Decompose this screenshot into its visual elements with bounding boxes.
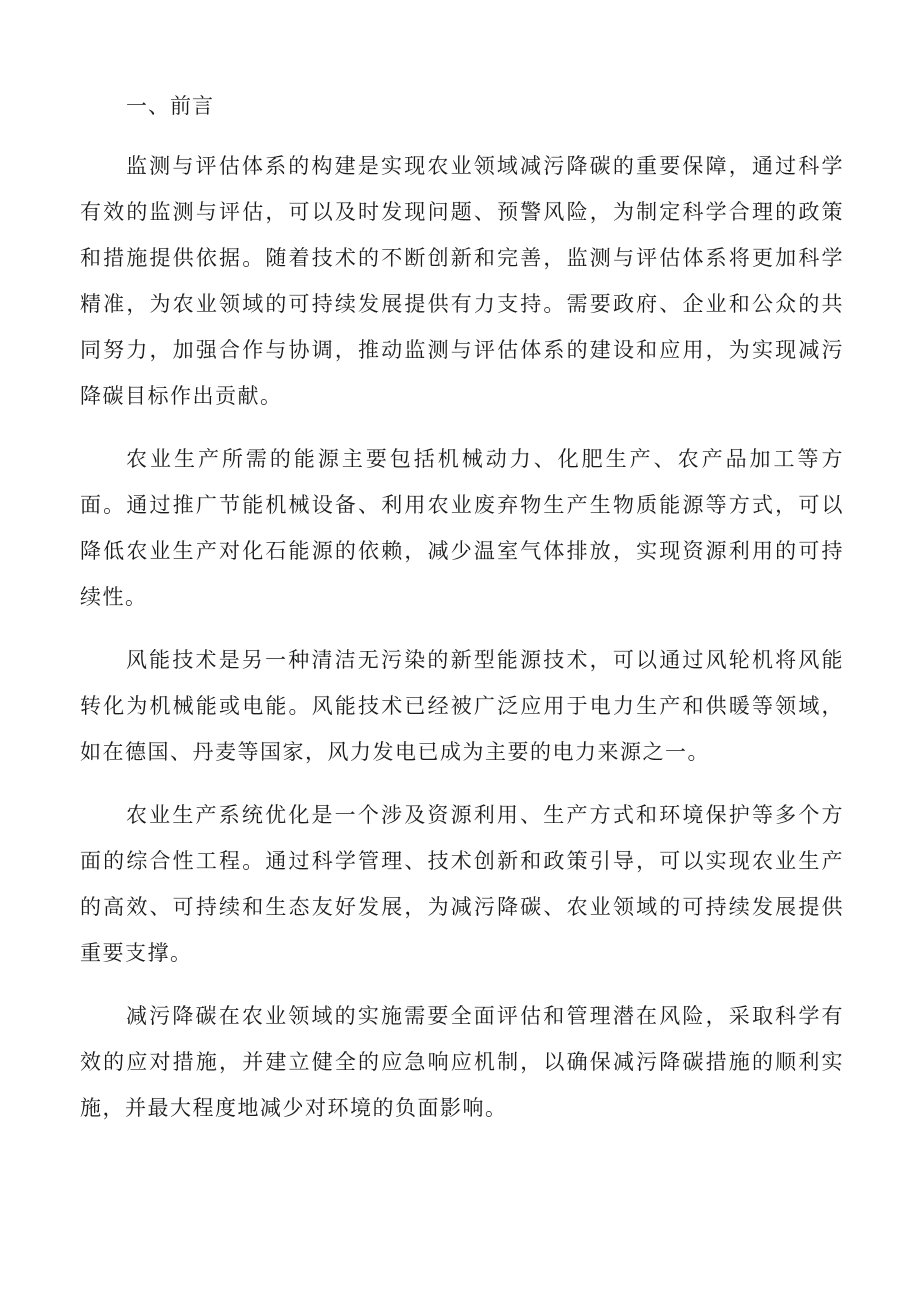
- document-page: [80, 86, 844, 1148]
- paragraph-wind-energy: 风能技术是另一种清洁无污染的新型能源技术，可以通过风轮机将风能转化为机械能或电能。风能技术已经被广泛应用于电力生产和供暖等领域，如在德国、丹麦等国家，风力发电已成为主要的电力来源之一。: [80, 648, 844, 764]
- paragraph-system-optimization: 农业生产系统优化是一个涉及资源利用、生产方式和环境保护等多个方面的综合性工程。通过科学管理、技术创新和政策引导，可以实现农业生产的高效、可持续和生态友好发展，为减污降碳、农业领域的可持续发展提供重要支撑。: [80, 803, 844, 965]
- paragraph-energy: 农业生产所需的能源主要包括机械动力、化肥生产、农产品加工等方面。通过推广节能机械设备、利用农业废弃物生产生物质能源等方式，可以降低农业生产对化石能源的依赖，减少温室气体排放，实现资源利用的可持续性。: [80, 447, 844, 609]
- paragraph-monitoring: 监测与评估体系的构建是实现农业领域减污降碳的重要保障，通过科学有效的监测与评估，可以及时发现问题、预警风险，为制定科学合理的政策和措施提供依据。随着技术的不断创新和完善，监测与评估体系将更加科学精准，为农业领域的可持续发展提供有力支持。需要政府、企业和公众的共同努力，加强合作与协调，推动监测与评估体系的建设和应用，为实现减污降碳目标作出贡献。: [80, 154, 844, 408]
- paragraph-risk-management: 减污降碳在农业领域的实施需要全面评估和管理潜在风险，采取科学有效的应对措施，并建立健全的应急响应机制，以确保减污降碳措施的顺利实施，并最大程度地减少对环境的负面影响。: [80, 1004, 844, 1120]
- section-heading: 一、前言: [126, 94, 214, 118]
